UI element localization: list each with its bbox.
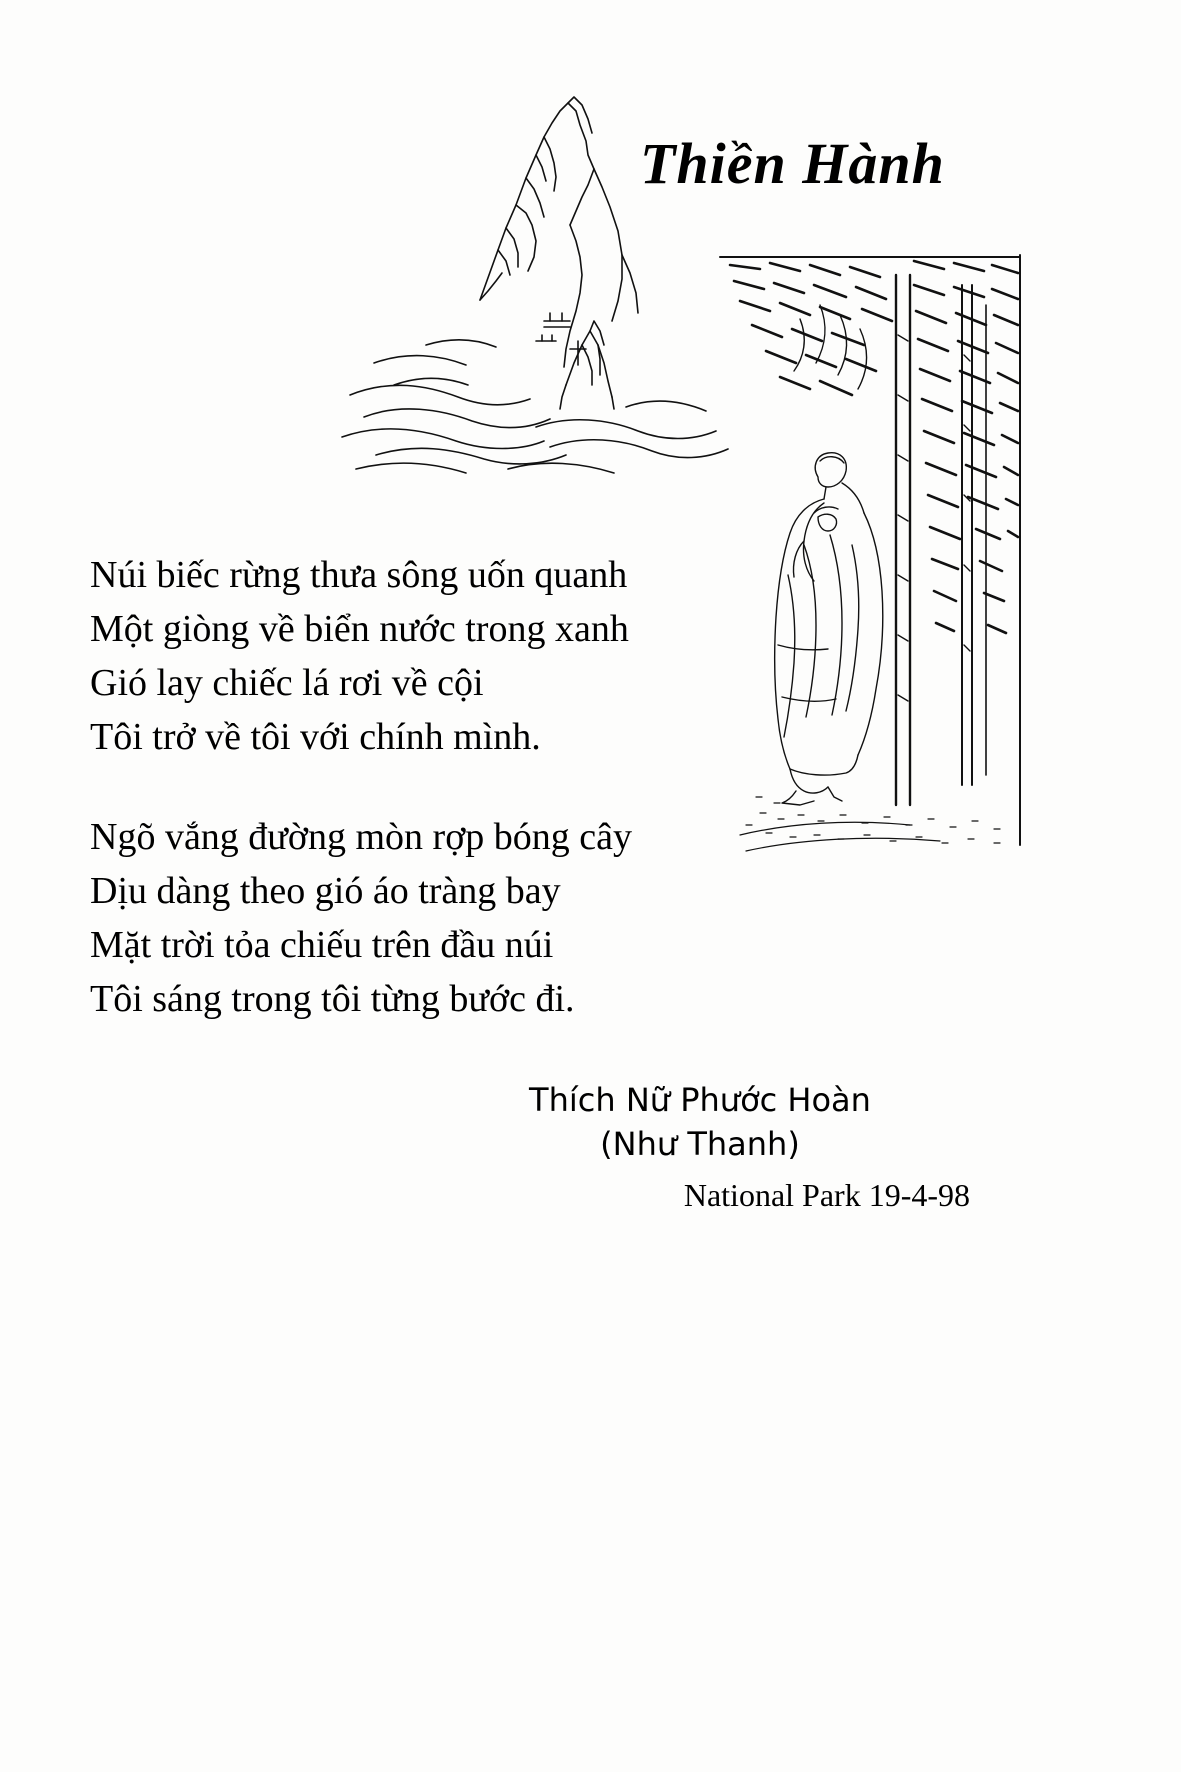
poem-stanza-1 (90, 548, 730, 764)
monk-walking-under-trees-ink-drawing (700, 245, 1030, 865)
poem-line: Dịu dàng theo gió áo tràng bay (90, 870, 561, 912)
poem-line: Một giòng về biển nước trong xanh (90, 608, 629, 650)
author-name: Thích Nữ Phước Hoàn (529, 1081, 871, 1119)
poem-line: Núi biếc rừng thưa sông uốn quanh (90, 554, 628, 596)
poem-line: Gió lay chiếc lá rơi về cội (90, 662, 484, 704)
poem-line: Tôi sáng trong tôi từng bước đi. (90, 978, 575, 1020)
place-and-date: National Park 19-4-98 (683, 1177, 970, 1213)
poem-line: Ngõ vắng đường mòn rợp bóng cây (90, 816, 633, 858)
author-alias: (Như Thanh) (600, 1125, 800, 1163)
poem-line: Mặt trời tỏa chiếu trên đầu núi (90, 924, 554, 966)
poem-stanza-2 (90, 810, 730, 1026)
mountain-river-ink-drawing (330, 45, 760, 475)
attribution-block (420, 1078, 980, 1218)
poem-body (90, 548, 730, 1072)
page-title: Thiền Hành (640, 131, 945, 196)
poem-line: Tôi trở về tôi với chính mình. (90, 716, 541, 758)
